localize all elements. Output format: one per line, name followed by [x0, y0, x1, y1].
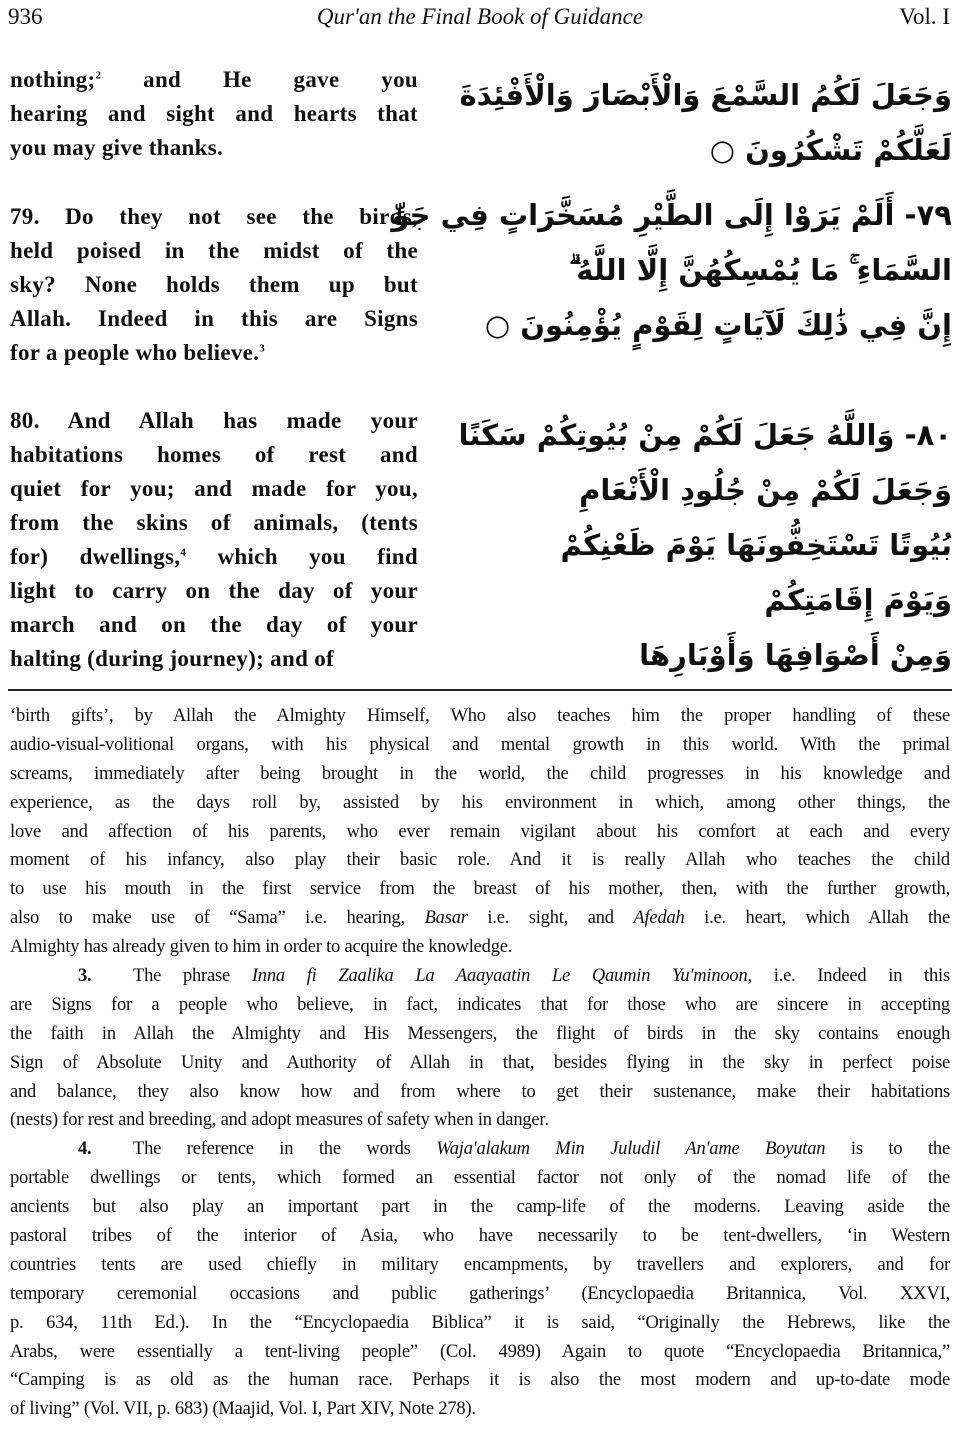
- footnote-line: [10, 731, 950, 760]
- text-run: p. 634, 11th Ed.). In the “Encyclopaedia Biblica” it is said, “Originally the Hebrews, like the: [10, 1312, 950, 1333]
- arabic-line: وَيَوْمَ إِقَامَتِكُمْ: [764, 583, 952, 617]
- footnote-number: 4.: [78, 1139, 92, 1160]
- text-run: of living” (Vol. VII, p. 683) (Maajid, Vol. I, Part XIV, Note 278).: [10, 1399, 476, 1420]
- translation-line: [10, 540, 418, 574]
- page-number: 936: [8, 4, 43, 29]
- text-run: experience, as the days roll by, assisted by his environment in which, among other things, the: [10, 792, 950, 813]
- arabic-line: لَعَلَّكُمْ تَشْكُرُونَ ○: [709, 133, 952, 167]
- text-run: i.e. heart, which Allah the: [684, 908, 950, 929]
- arabic-verse-78: [459, 68, 952, 178]
- footnote-number: 3.: [78, 966, 92, 987]
- footnote-line: [10, 1078, 950, 1107]
- text-run: Allah. Indeed in this are Signs: [10, 306, 418, 331]
- translation-line: [10, 336, 418, 370]
- text-run: which you find: [186, 544, 418, 569]
- text-run: the faith in Allah the Almighty and His Messengers, the flight of birds in the sky contains enough: [10, 1023, 950, 1044]
- text-run: ‘birth gifts’, by Allah the Almighty Himself, Who also teaches him the proper handling of these: [10, 706, 950, 726]
- translation-line: [10, 63, 418, 97]
- footnote-ref: 2: [95, 69, 102, 82]
- italic-term: Afedah: [633, 908, 685, 929]
- footnote-line: [10, 1251, 950, 1280]
- text-run: nothing;: [10, 67, 96, 92]
- footnote-line: [10, 1049, 950, 1078]
- text-run: march and on the day of your: [10, 612, 418, 637]
- footnote-line: [10, 702, 950, 731]
- footnote-line: [10, 1135, 950, 1164]
- text-run: (nests) for rest and breeding, and adopt measures of safety when in danger.: [10, 1110, 549, 1131]
- text-run: portable dwellings or tents, which formed an essential factor not only of the nomad life of the: [10, 1168, 950, 1189]
- translation-line: [10, 574, 418, 608]
- translation-line: [10, 200, 418, 234]
- text-run: for) dwellings,: [10, 544, 181, 569]
- text-run: halting (during journey); and of: [10, 646, 334, 671]
- footnote-line: [10, 1222, 950, 1251]
- translation-line: [10, 131, 418, 165]
- text-run: screams, immediately after being brought in the world, the child progresses in his knowledge and: [10, 763, 950, 784]
- text-run: are Signs for a people who believe, in fact, indicates that for those who are sincere in accepting: [10, 994, 950, 1015]
- translation-line: [10, 608, 418, 642]
- text-run: temporary ceremonial occasions and public gatherings’ (Encyclopaedia Britannica, Vol. XXVI,: [10, 1283, 950, 1304]
- text-run: moment of his infancy, also play their basic role. And it is really Allah who teaches the child: [10, 850, 950, 871]
- italic-term: Basar: [424, 908, 468, 929]
- arabic-verse-79: [391, 188, 952, 353]
- footnote-line: [10, 1280, 950, 1309]
- text-run: and balance, they also know how and from where to get their sustenance, make their habitations: [10, 1081, 950, 1102]
- footnote-line: [10, 1395, 950, 1424]
- text-run: habitations homes of rest and: [10, 442, 418, 467]
- text-run: is to the: [825, 1139, 950, 1160]
- italic-term: Inna fi Zaalika La Aaayaatin Le Qaumin Yu'minoon,: [251, 966, 752, 987]
- footnote-line: [10, 962, 950, 991]
- arabic-line: وَجَعَلَ لَكُمُ السَّمْعَ وَالْأَبْصَارَ وَالْأَفْئِدَةَ: [459, 78, 952, 112]
- text-run: for a people who believe.: [10, 340, 260, 365]
- footnote-line: [10, 1366, 950, 1395]
- arabic-line: وَمِنْ أَصْوَافِهَا وَأَوْبَارِهَا: [639, 638, 952, 672]
- footnote-line: [10, 991, 950, 1020]
- footnote-line: [10, 818, 950, 847]
- text-run: light to carry on the day of your: [10, 578, 418, 603]
- arabic-verse-80: [458, 408, 952, 683]
- footnote-line: [10, 1164, 950, 1193]
- italic-term: Waja'alakum Min Juludil An'ame Boyutan: [436, 1139, 826, 1160]
- translation-line: [10, 642, 418, 676]
- text-run: from the skins of animals, (tents: [10, 510, 418, 535]
- text-run: i.e. sight, and: [467, 908, 634, 929]
- footnotes: [10, 702, 950, 1424]
- footnote-line: [10, 1338, 950, 1367]
- translation-line: [10, 302, 418, 336]
- text-run: ancients but also play an important part in the camp-life of the moderns. Leaving aside the: [10, 1197, 950, 1218]
- text-run: love and affection of his parents, who ever remain vigilant about his comfort at each and every: [10, 821, 950, 842]
- text-run: countries tents are used chiefly in military encampments, by travellers and explorers, and for: [10, 1254, 950, 1275]
- text-run: held poised in the midst of the: [10, 238, 418, 263]
- translation-line: [10, 234, 418, 268]
- verse-translation-78: [10, 63, 418, 165]
- text-run: “Camping is as old as the human race. Perhaps it is also the most modern and up-to-date mode: [10, 1370, 950, 1391]
- footnote-line: [10, 1106, 950, 1135]
- arabic-line: ٧٩- أَلَمْ يَرَوْا إِلَى الطَّيْرِ مُسَخَّرَاتٍ فِي جَوِّ: [391, 198, 952, 232]
- translation-line: [10, 268, 418, 302]
- text-run: sky? None holds them up but: [10, 272, 418, 297]
- footnote-line: [10, 1309, 950, 1338]
- volume-label: Vol. I: [899, 4, 950, 29]
- arabic-line: إِنَّ فِي ذَٰلِكَ لَآيَاتٍ لِقَوْمٍ يُؤْمِنُونَ ○: [484, 308, 952, 342]
- arabic-line: ٨٠- وَاللَّهُ جَعَلَ لَكُمْ مِنْ بُيُوتِكُمْ سَكَنًا: [458, 418, 952, 452]
- text-run: 79. Do they not see the birds,: [10, 204, 418, 229]
- footnote-divider: [8, 689, 952, 691]
- text-run: The phrase: [133, 966, 252, 987]
- verse-translation-80: [10, 404, 418, 676]
- translation-line: [10, 97, 418, 131]
- arabic-line: السَّمَاءِ ۚ مَا يُمْسِكُهُنَّ إِلَّا اللَّهُ ۗ: [569, 253, 952, 287]
- text-run: you may give thanks.: [10, 135, 224, 160]
- footnote-line: [10, 760, 950, 789]
- translation-line: [10, 438, 418, 472]
- text-run: and He gave you: [101, 67, 418, 92]
- running-title: Qur'an the Final Book of Guidance: [316, 4, 644, 29]
- translation-line: [10, 404, 418, 438]
- footnote-line: [10, 846, 950, 875]
- footnote-line: [10, 789, 950, 818]
- arabic-line: بُيُوتًا تَسْتَخِفُّونَهَا يَوْمَ ظَعْنِكُمْ: [560, 528, 952, 562]
- text-run: 80. And Allah has made your: [10, 408, 418, 433]
- text-run: The reference in the words: [133, 1139, 437, 1160]
- footnote-line: [10, 904, 950, 933]
- footnote-line: [10, 875, 950, 904]
- text-run: also to make use of “Sama” i.e. hearing,: [10, 908, 425, 929]
- footnote-line: [10, 1193, 950, 1222]
- text-run: to use his mouth in the first service from the breast of his mother, then, with the further growth,: [10, 879, 950, 900]
- translation-line: [10, 506, 418, 540]
- footnote-line: [10, 1020, 950, 1049]
- text-run: Arabs, were essentially a tent-living people” (Col. 4989) Again to quote “Encyclopaedia Britannica,”: [10, 1341, 950, 1362]
- footnote-line: [10, 933, 950, 962]
- text-run: pastoral tribes of the interior of Asia, who have necessarily to be tent-dwellers, ‘in Western: [10, 1226, 950, 1247]
- footnote-ref: 3: [259, 342, 266, 355]
- text-run: i.e. Indeed in this: [751, 966, 950, 987]
- text-run: Almighty has already given to him in order to acquire the knowledge.: [10, 937, 513, 958]
- footnote-ref: 4: [180, 546, 187, 559]
- verse-translation-79: [10, 200, 418, 370]
- text-run: Sign of Absolute Unity and Authority of Allah in that, besides flying in the sky in perfect poise: [10, 1052, 950, 1073]
- translation-line: [10, 472, 418, 506]
- text-run: hearing and sight and hearts that: [10, 101, 418, 126]
- text-run: quiet for you; and made for you,: [10, 476, 418, 501]
- text-run: audio-visual-volitional organs, with his physical and mental growth in this world. With the primal: [10, 734, 950, 755]
- arabic-line: وَجَعَلَ لَكُمْ مِنْ جُلُودِ الْأَنْعَامِ: [579, 473, 952, 507]
